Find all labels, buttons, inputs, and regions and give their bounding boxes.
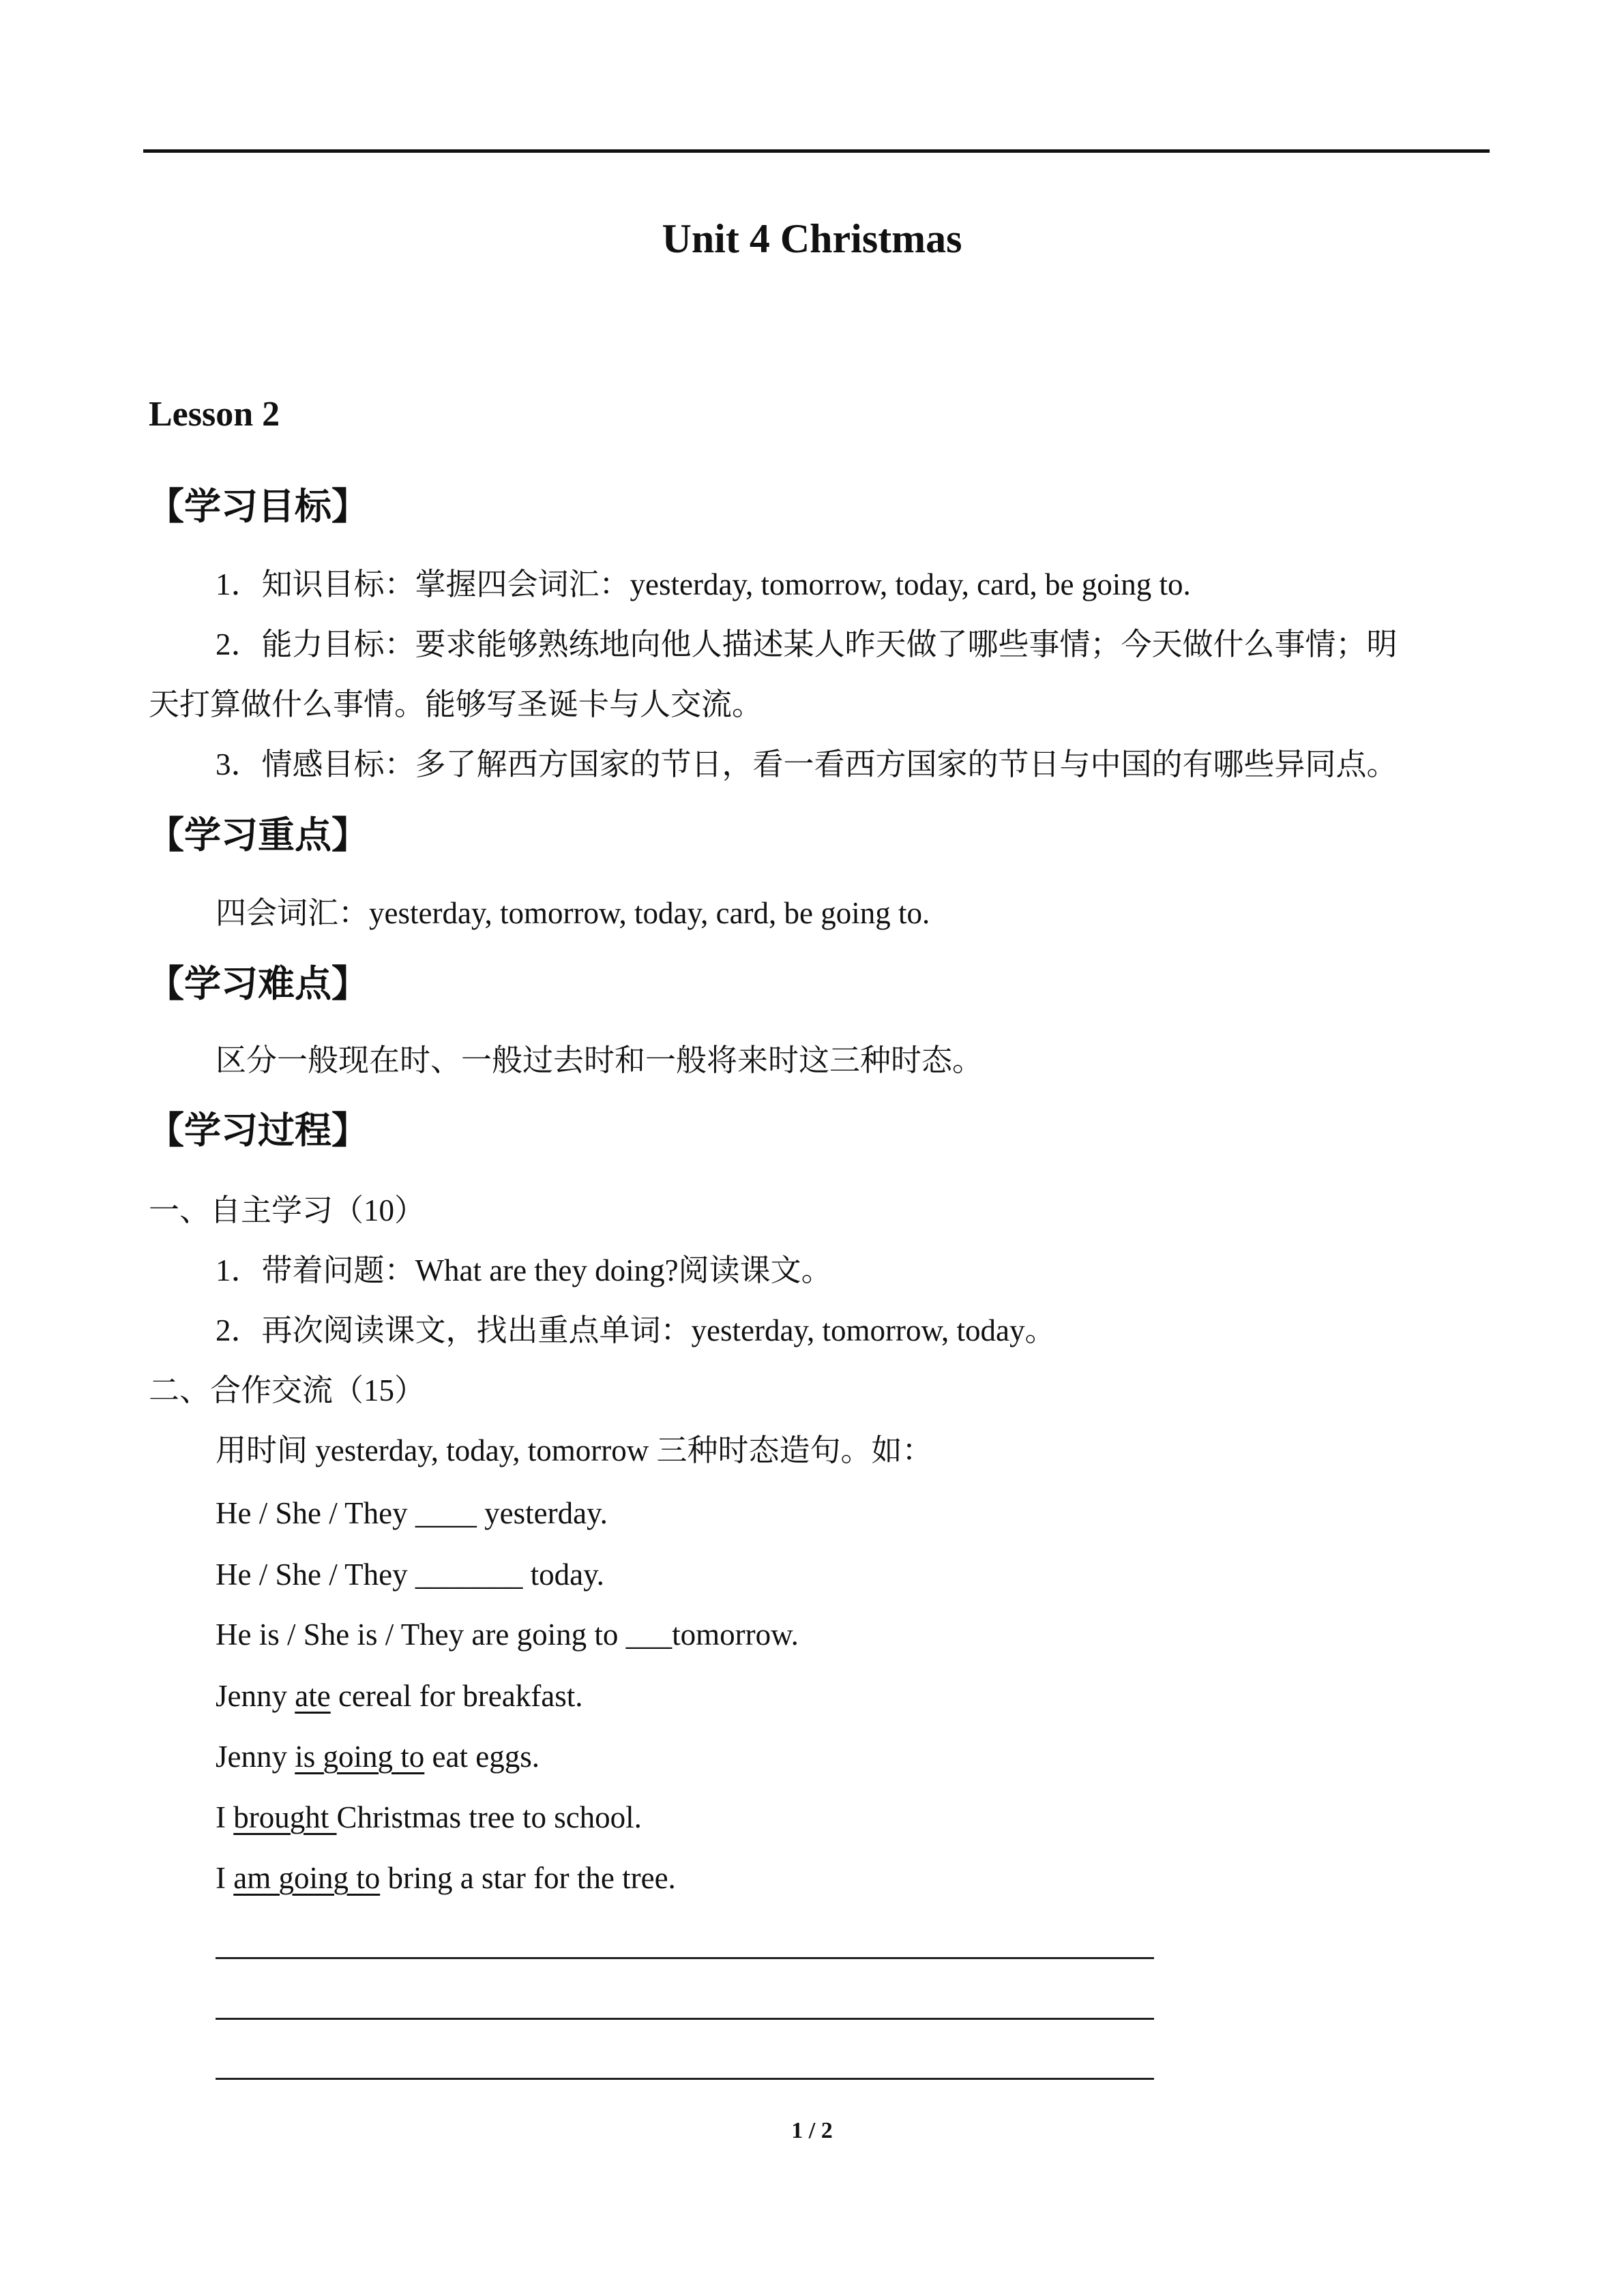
objective-item-2-line-2: 天打算做什么事情。能够写圣诞卡与人交流。 <box>149 687 763 721</box>
example-sentence <box>216 1678 582 1714</box>
part2-title: 二、合作交流（15） <box>149 1373 426 1407</box>
example-sentence <box>216 1799 642 1836</box>
objectives-heading: 【学习目标】 <box>147 485 368 528</box>
page-title: Unit 4 Christmas <box>662 216 962 261</box>
example-3-post: Christmas tree to school. <box>336 1800 642 1834</box>
part1-item-1: 1．带着问题：What are they doing?阅读课文。 <box>216 1253 832 1287</box>
pattern-present: He / She / They _______ today. <box>216 1557 604 1592</box>
example-4-post: bring a star for the tree. <box>380 1861 676 1895</box>
answer-blank-line[interactable] <box>216 2018 1154 2020</box>
part2-intro: 用时间 yesterday, today, tomorrow 三种时态造句。如： <box>216 1433 933 1467</box>
part1-item-2: 2．再次阅读课文，找出重点单词：yesterday, tomorrow, today。 <box>216 1313 1056 1347</box>
objective-item-3: 3．情感目标：多了解西方国家的节日，看一看西方国家的节日与中国的有哪些异同点。 <box>216 747 1398 781</box>
answer-blank-line[interactable] <box>216 1957 1154 1959</box>
example-2-pre: Jenny <box>216 1740 295 1774</box>
part1-title: 一、自主学习（10） <box>149 1193 426 1227</box>
answer-blank-line[interactable] <box>216 2078 1154 2080</box>
example-1-pre: Jenny <box>216 1679 295 1713</box>
example-2-underlined: is going to <box>295 1740 425 1774</box>
example-sentence <box>216 1738 540 1775</box>
example-3-underlined: brought <box>233 1800 337 1834</box>
difficulties-heading: 【学习难点】 <box>147 962 368 1005</box>
key-points-heading: 【学习重点】 <box>147 814 368 856</box>
example-2-post: eat eggs. <box>424 1740 540 1774</box>
example-sentence <box>216 1860 676 1896</box>
objective-item-1: 1．知识目标：掌握四会词汇：yesterday, tomorrow, today, card, be going to. <box>216 567 1191 601</box>
lesson-label: Lesson 2 <box>149 395 280 434</box>
example-1-underlined: ate <box>295 1679 331 1713</box>
example-4-pre: I <box>216 1861 234 1895</box>
example-4-underlined: am going to <box>233 1861 381 1895</box>
pattern-future: He is / She is / They are going to ___tomorrow. <box>216 1617 799 1652</box>
difficulties-text: 区分一般现在时、一般过去时和一般将来时这三种时态。 <box>216 1043 984 1077</box>
header-rule <box>143 149 1490 153</box>
example-3-pre: I <box>216 1800 234 1834</box>
page-number: 1 / 2 <box>791 2118 833 2143</box>
example-1-post: cereal for breakfast. <box>330 1679 583 1713</box>
key-points-text: 四会词汇：yesterday, tomorrow, today, card, be going to. <box>216 896 930 930</box>
pattern-past: He / She / They ____ yesterday. <box>216 1496 608 1530</box>
objective-item-2-line-1: 2．能力目标：要求能够熟练地向他人描述某人昨天做了哪些事情；今天做什么事情；明 <box>216 627 1398 661</box>
process-heading: 【学习过程】 <box>147 1109 368 1152</box>
